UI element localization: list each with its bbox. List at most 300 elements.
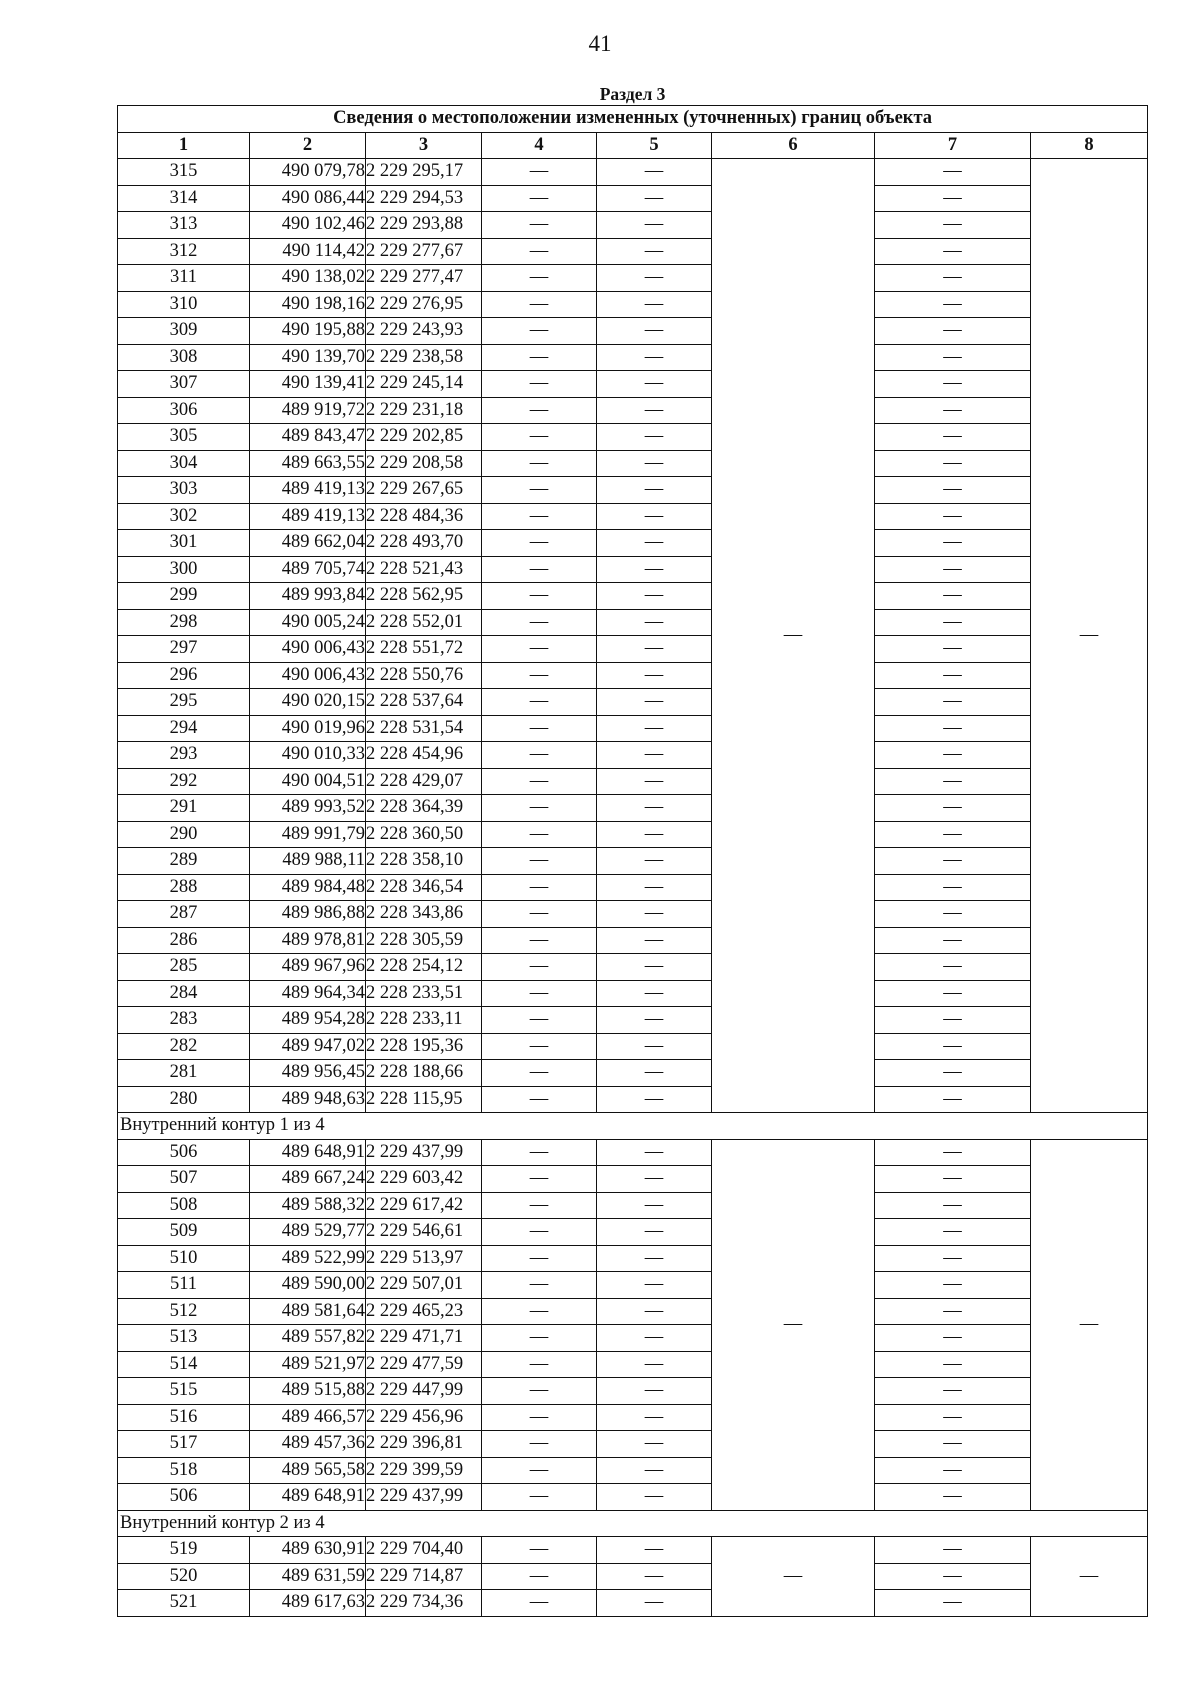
column-4-dash: —: [482, 344, 597, 371]
point-number-cell: 314: [118, 185, 250, 212]
column-4-dash: —: [482, 159, 597, 186]
column-4-dash: —: [482, 450, 597, 477]
x-coordinate-cell: 489 993,84: [250, 583, 366, 610]
y-coordinate-cell: 2 229 399,59: [366, 1457, 482, 1484]
x-coordinate-cell: 489 588,32: [250, 1192, 366, 1219]
table-row: [118, 874, 1148, 901]
column-4-dash: —: [482, 1563, 597, 1590]
point-number-cell: 516: [118, 1404, 250, 1431]
column-5-dash: —: [597, 1033, 712, 1060]
column-5-dash: —: [597, 1298, 712, 1325]
y-coordinate-cell: 2 229 546,61: [366, 1219, 482, 1246]
y-coordinate-cell: 2 229 276,95: [366, 291, 482, 318]
point-number-cell: 296: [118, 662, 250, 689]
column-4-dash: —: [482, 980, 597, 1007]
point-number-cell: 511: [118, 1272, 250, 1299]
x-coordinate-cell: 490 139,70: [250, 344, 366, 371]
column-7-dash: —: [875, 1060, 1031, 1087]
x-coordinate-cell: 490 102,46: [250, 212, 366, 239]
x-coordinate-cell: 489 948,63: [250, 1086, 366, 1113]
table-row: [118, 609, 1148, 636]
column-4-dash: —: [482, 1166, 597, 1193]
column-7-dash: —: [875, 291, 1031, 318]
x-coordinate-cell: 490 079,78: [250, 159, 366, 186]
column-5-dash: —: [597, 1563, 712, 1590]
column-7-dash: —: [875, 689, 1031, 716]
x-coordinate-cell: 490 006,43: [250, 636, 366, 663]
x-coordinate-cell: 489 565,58: [250, 1457, 366, 1484]
column-4-dash: —: [482, 742, 597, 769]
column-header: 1: [118, 132, 250, 159]
column-5-dash: —: [597, 927, 712, 954]
contour-label: Внутренний контур 2 из 4: [118, 1510, 1148, 1537]
x-coordinate-cell: 489 581,64: [250, 1298, 366, 1325]
column-5-dash: —: [597, 795, 712, 822]
x-coordinate-cell: 489 631,59: [250, 1563, 366, 1590]
y-coordinate-cell: 2 229 734,36: [366, 1590, 482, 1617]
column-7-dash: —: [875, 530, 1031, 557]
table-row: [118, 503, 1148, 530]
table-row: [118, 1590, 1148, 1617]
point-number-cell: 518: [118, 1457, 250, 1484]
point-number-cell: 514: [118, 1351, 250, 1378]
x-coordinate-cell: 489 521,97: [250, 1351, 366, 1378]
point-number-cell: 508: [118, 1192, 250, 1219]
column-header: 6: [712, 132, 875, 159]
column-5-dash: —: [597, 318, 712, 345]
point-number-cell: 512: [118, 1298, 250, 1325]
y-coordinate-cell: 2 229 447,99: [366, 1378, 482, 1405]
column-7-dash: —: [875, 1272, 1031, 1299]
column-7-dash: —: [875, 954, 1031, 981]
x-coordinate-cell: 489 557,82: [250, 1325, 366, 1352]
point-number-cell: 313: [118, 212, 250, 239]
y-coordinate-cell: 2 228 195,36: [366, 1033, 482, 1060]
column-5-dash: —: [597, 901, 712, 928]
column-4-dash: —: [482, 1192, 597, 1219]
table-row: [118, 980, 1148, 1007]
point-number-cell: 509: [118, 1219, 250, 1246]
y-coordinate-cell: 2 229 603,42: [366, 1166, 482, 1193]
point-number-cell: 288: [118, 874, 250, 901]
point-number-cell: 521: [118, 1590, 250, 1617]
x-coordinate-cell: 489 419,13: [250, 503, 366, 530]
x-coordinate-cell: 489 617,63: [250, 1590, 366, 1617]
column-6-merged-dash: —: [712, 1537, 875, 1617]
column-4-dash: —: [482, 185, 597, 212]
table-row: [118, 291, 1148, 318]
y-coordinate-cell: 2 229 456,96: [366, 1404, 482, 1431]
y-coordinate-cell: 2 229 277,47: [366, 265, 482, 292]
x-coordinate-cell: 489 991,79: [250, 821, 366, 848]
column-4-dash: —: [482, 1537, 597, 1564]
table-title-row: [118, 106, 1148, 133]
column-4-dash: —: [482, 662, 597, 689]
column-5-dash: —: [597, 1431, 712, 1458]
column-header: 7: [875, 132, 1031, 159]
x-coordinate-cell: 490 020,15: [250, 689, 366, 716]
column-5-dash: —: [597, 291, 712, 318]
x-coordinate-cell: 489 466,57: [250, 1404, 366, 1431]
point-number-cell: 284: [118, 980, 250, 1007]
column-4-dash: —: [482, 318, 597, 345]
table-row: [118, 901, 1148, 928]
column-4-dash: —: [482, 715, 597, 742]
column-7-dash: —: [875, 503, 1031, 530]
column-4-dash: —: [482, 954, 597, 981]
column-7-dash: —: [875, 1563, 1031, 1590]
table-row: [118, 318, 1148, 345]
x-coordinate-cell: 489 648,91: [250, 1484, 366, 1511]
column-4-dash: —: [482, 1325, 597, 1352]
x-coordinate-cell: 490 086,44: [250, 185, 366, 212]
column-5-dash: —: [597, 662, 712, 689]
x-coordinate-cell: 489 667,24: [250, 1166, 366, 1193]
column-7-dash: —: [875, 397, 1031, 424]
y-coordinate-cell: 2 228 531,54: [366, 715, 482, 742]
column-4-dash: —: [482, 1272, 597, 1299]
column-7-dash: —: [875, 212, 1031, 239]
column-5-dash: —: [597, 583, 712, 610]
y-coordinate-cell: 2 228 552,01: [366, 609, 482, 636]
column-5-dash: —: [597, 212, 712, 239]
x-coordinate-cell: 490 006,43: [250, 662, 366, 689]
column-4-dash: —: [482, 609, 597, 636]
column-5-dash: —: [597, 530, 712, 557]
table-row: [118, 689, 1148, 716]
column-5-dash: —: [597, 715, 712, 742]
x-coordinate-cell: 490 019,96: [250, 715, 366, 742]
y-coordinate-cell: 2 229 396,81: [366, 1431, 482, 1458]
column-7-dash: —: [875, 1166, 1031, 1193]
contour-label-row: [118, 1113, 1148, 1140]
column-6-merged-dash: —: [712, 1139, 875, 1510]
column-5-dash: —: [597, 821, 712, 848]
column-7-dash: —: [875, 1590, 1031, 1617]
x-coordinate-cell: 489 419,13: [250, 477, 366, 504]
y-coordinate-cell: 2 228 360,50: [366, 821, 482, 848]
column-7-dash: —: [875, 1537, 1031, 1564]
x-coordinate-cell: 489 988,11: [250, 848, 366, 875]
x-coordinate-cell: 490 004,51: [250, 768, 366, 795]
point-number-cell: 280: [118, 1086, 250, 1113]
table-row: [118, 768, 1148, 795]
column-header: 5: [597, 132, 712, 159]
point-number-cell: 285: [118, 954, 250, 981]
column-7-dash: —: [875, 609, 1031, 636]
point-number-cell: 506: [118, 1139, 250, 1166]
table-row: [118, 1431, 1148, 1458]
column-4-dash: —: [482, 556, 597, 583]
table-row: [118, 1351, 1148, 1378]
column-4-dash: —: [482, 636, 597, 663]
column-4-dash: —: [482, 1431, 597, 1458]
x-coordinate-cell: 489 590,00: [250, 1272, 366, 1299]
column-5-dash: —: [597, 185, 712, 212]
column-7-dash: —: [875, 874, 1031, 901]
column-5-dash: —: [597, 1060, 712, 1087]
point-number-cell: 283: [118, 1007, 250, 1034]
point-number-cell: 309: [118, 318, 250, 345]
point-number-cell: 282: [118, 1033, 250, 1060]
column-5-dash: —: [597, 1404, 712, 1431]
y-coordinate-cell: 2 229 477,59: [366, 1351, 482, 1378]
boundary-coordinates-table: [117, 83, 1148, 1617]
column-5-dash: —: [597, 609, 712, 636]
column-7-dash: —: [875, 1325, 1031, 1352]
table-row: [118, 1166, 1148, 1193]
x-coordinate-cell: 490 195,88: [250, 318, 366, 345]
column-7-dash: —: [875, 1298, 1031, 1325]
column-5-dash: —: [597, 238, 712, 265]
y-coordinate-cell: 2 228 188,66: [366, 1060, 482, 1087]
y-coordinate-cell: 2 229 295,17: [366, 159, 482, 186]
table-row: [118, 848, 1148, 875]
y-coordinate-cell: 2 228 537,64: [366, 689, 482, 716]
table-row: [118, 530, 1148, 557]
y-coordinate-cell: 2 228 454,96: [366, 742, 482, 769]
x-coordinate-cell: 489 529,77: [250, 1219, 366, 1246]
point-number-cell: 299: [118, 583, 250, 610]
y-coordinate-cell: 2 229 617,42: [366, 1192, 482, 1219]
y-coordinate-cell: 2 229 202,85: [366, 424, 482, 451]
table-title: Сведения о местоположении измененных (уточненных) границ объекта: [118, 106, 1148, 133]
y-coordinate-cell: 2 228 358,10: [366, 848, 482, 875]
table-row: [118, 715, 1148, 742]
column-4-dash: —: [482, 1404, 597, 1431]
column-7-dash: —: [875, 1139, 1031, 1166]
table-row: [118, 1139, 1148, 1166]
y-coordinate-cell: 2 228 254,12: [366, 954, 482, 981]
column-5-dash: —: [597, 265, 712, 292]
column-7-dash: —: [875, 927, 1031, 954]
point-number-cell: 517: [118, 1431, 250, 1458]
column-4-dash: —: [482, 1298, 597, 1325]
point-number-cell: 519: [118, 1537, 250, 1564]
column-5-dash: —: [597, 1219, 712, 1246]
column-7-dash: —: [875, 371, 1031, 398]
x-coordinate-cell: 489 954,28: [250, 1007, 366, 1034]
column-7-dash: —: [875, 795, 1031, 822]
column-5-dash: —: [597, 1457, 712, 1484]
column-5-dash: —: [597, 954, 712, 981]
point-number-cell: 301: [118, 530, 250, 557]
x-coordinate-cell: 489 919,72: [250, 397, 366, 424]
column-8-merged-dash: —: [1031, 1139, 1148, 1510]
table-row: [118, 1086, 1148, 1113]
section-caption-row: [118, 83, 1148, 106]
table-row: [118, 1563, 1148, 1590]
y-coordinate-cell: 2 229 277,67: [366, 238, 482, 265]
table-row: [118, 238, 1148, 265]
point-number-cell: 305: [118, 424, 250, 451]
y-coordinate-cell: 2 229 293,88: [366, 212, 482, 239]
point-number-cell: 295: [118, 689, 250, 716]
column-4-dash: —: [482, 212, 597, 239]
point-number-cell: 515: [118, 1378, 250, 1405]
x-coordinate-cell: 490 139,41: [250, 371, 366, 398]
column-7-dash: —: [875, 238, 1031, 265]
x-coordinate-cell: 490 114,42: [250, 238, 366, 265]
point-number-cell: 287: [118, 901, 250, 928]
column-7-dash: —: [875, 1192, 1031, 1219]
column-7-dash: —: [875, 265, 1031, 292]
column-7-dash: —: [875, 583, 1031, 610]
column-5-dash: —: [597, 848, 712, 875]
y-coordinate-cell: 2 229 243,93: [366, 318, 482, 345]
column-5-dash: —: [597, 1007, 712, 1034]
column-7-dash: —: [875, 901, 1031, 928]
point-number-cell: 281: [118, 1060, 250, 1087]
column-7-dash: —: [875, 1431, 1031, 1458]
column-5-dash: —: [597, 689, 712, 716]
table-row: [118, 954, 1148, 981]
column-5-dash: —: [597, 1378, 712, 1405]
column-7-dash: —: [875, 768, 1031, 795]
point-number-cell: 292: [118, 768, 250, 795]
y-coordinate-cell: 2 229 471,71: [366, 1325, 482, 1352]
y-coordinate-cell: 2 228 493,70: [366, 530, 482, 557]
table-row: [118, 927, 1148, 954]
x-coordinate-cell: 489 663,55: [250, 450, 366, 477]
y-coordinate-cell: 2 229 437,99: [366, 1484, 482, 1511]
table-row: [118, 1060, 1148, 1087]
y-coordinate-cell: 2 229 465,23: [366, 1298, 482, 1325]
x-coordinate-cell: 489 986,88: [250, 901, 366, 928]
column-7-dash: —: [875, 848, 1031, 875]
table-row: [118, 265, 1148, 292]
column-5-dash: —: [597, 1351, 712, 1378]
x-coordinate-cell: 490 005,24: [250, 609, 366, 636]
y-coordinate-cell: 2 229 437,99: [366, 1139, 482, 1166]
point-number-cell: 507: [118, 1166, 250, 1193]
column-5-dash: —: [597, 1325, 712, 1352]
x-coordinate-cell: 489 705,74: [250, 556, 366, 583]
column-5-dash: —: [597, 397, 712, 424]
column-5-dash: —: [597, 980, 712, 1007]
column-7-dash: —: [875, 1007, 1031, 1034]
table-row: [118, 185, 1148, 212]
y-coordinate-cell: 2 228 550,76: [366, 662, 482, 689]
column-7-dash: —: [875, 715, 1031, 742]
y-coordinate-cell: 2 229 704,40: [366, 1537, 482, 1564]
column-7-dash: —: [875, 1378, 1031, 1405]
column-5-dash: —: [597, 1590, 712, 1617]
table-row: [118, 636, 1148, 663]
point-number-cell: 286: [118, 927, 250, 954]
table-row: [118, 1457, 1148, 1484]
column-7-dash: —: [875, 424, 1031, 451]
y-coordinate-cell: 2 228 484,36: [366, 503, 482, 530]
table-row: [118, 371, 1148, 398]
point-number-cell: 294: [118, 715, 250, 742]
x-coordinate-cell: 490 198,16: [250, 291, 366, 318]
table-row: [118, 1298, 1148, 1325]
column-5-dash: —: [597, 424, 712, 451]
table-row: [118, 344, 1148, 371]
point-number-cell: 297: [118, 636, 250, 663]
column-4-dash: —: [482, 927, 597, 954]
column-4-dash: —: [482, 477, 597, 504]
point-number-cell: 520: [118, 1563, 250, 1590]
column-7-dash: —: [875, 1351, 1031, 1378]
column-7-dash: —: [875, 344, 1031, 371]
column-6-merged-dash: —: [712, 159, 875, 1113]
column-7-dash: —: [875, 318, 1031, 345]
column-7-dash: —: [875, 185, 1031, 212]
column-4-dash: —: [482, 530, 597, 557]
column-4-dash: —: [482, 874, 597, 901]
column-4-dash: —: [482, 1086, 597, 1113]
column-5-dash: —: [597, 450, 712, 477]
column-5-dash: —: [597, 1139, 712, 1166]
column-7-dash: —: [875, 1404, 1031, 1431]
table-row: [118, 450, 1148, 477]
point-number-cell: 289: [118, 848, 250, 875]
section-title: Раздел 3: [599, 84, 666, 104]
column-header-row: [118, 132, 1148, 159]
column-4-dash: —: [482, 768, 597, 795]
column-7-dash: —: [875, 1245, 1031, 1272]
table-row: [118, 583, 1148, 610]
point-number-cell: 304: [118, 450, 250, 477]
column-4-dash: —: [482, 795, 597, 822]
column-5-dash: —: [597, 768, 712, 795]
column-7-dash: —: [875, 742, 1031, 769]
column-header: 4: [482, 132, 597, 159]
point-number-cell: 506: [118, 1484, 250, 1511]
column-5-dash: —: [597, 371, 712, 398]
column-7-dash: —: [875, 1086, 1031, 1113]
x-coordinate-cell: 489 515,88: [250, 1378, 366, 1405]
x-coordinate-cell: 489 648,91: [250, 1139, 366, 1166]
y-coordinate-cell: 2 228 346,54: [366, 874, 482, 901]
table-row: [118, 1272, 1148, 1299]
column-5-dash: —: [597, 1166, 712, 1193]
column-4-dash: —: [482, 1351, 597, 1378]
column-8-merged-dash: —: [1031, 1537, 1148, 1617]
table-row: [118, 1325, 1148, 1352]
column-5-dash: —: [597, 1537, 712, 1564]
table-row: [118, 821, 1148, 848]
y-coordinate-cell: 2 228 115,95: [366, 1086, 482, 1113]
point-number-cell: 315: [118, 159, 250, 186]
column-5-dash: —: [597, 1272, 712, 1299]
column-5-dash: —: [597, 1484, 712, 1511]
column-4-dash: —: [482, 1139, 597, 1166]
contour-label: Внутренний контур 1 из 4: [118, 1113, 1148, 1140]
table-row: [118, 1245, 1148, 1272]
column-4-dash: —: [482, 1484, 597, 1511]
column-5-dash: —: [597, 874, 712, 901]
column-header: 2: [250, 132, 366, 159]
y-coordinate-cell: 2 229 238,58: [366, 344, 482, 371]
column-5-dash: —: [597, 344, 712, 371]
column-4-dash: —: [482, 848, 597, 875]
table-row: [118, 742, 1148, 769]
column-7-dash: —: [875, 159, 1031, 186]
x-coordinate-cell: 489 967,96: [250, 954, 366, 981]
point-number-cell: 312: [118, 238, 250, 265]
page-number: 41: [588, 31, 612, 56]
column-4-dash: —: [482, 371, 597, 398]
column-header: 8: [1031, 132, 1148, 159]
point-number-cell: 310: [118, 291, 250, 318]
column-7-dash: —: [875, 636, 1031, 663]
column-4-dash: —: [482, 1033, 597, 1060]
column-7-dash: —: [875, 477, 1031, 504]
y-coordinate-cell: 2 229 714,87: [366, 1563, 482, 1590]
